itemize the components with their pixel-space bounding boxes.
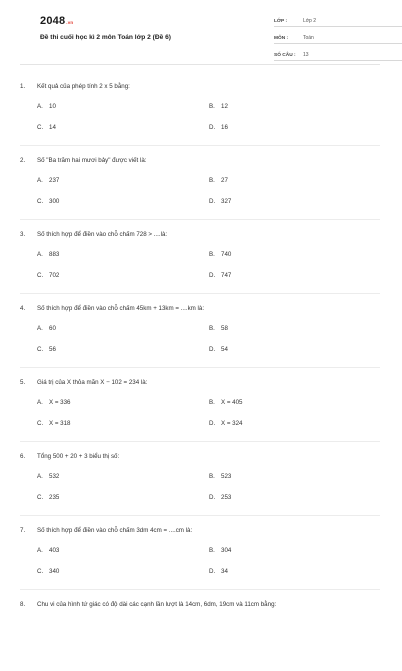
option-letter: A.: [37, 176, 43, 184]
logo-suffix: .vn: [66, 20, 74, 25]
question-stem: [20, 302, 380, 314]
option-row: [20, 175, 380, 185]
question-stem: [20, 598, 380, 610]
answer-option[interactable]: [192, 124, 364, 131]
meta-label: LỚP :: [274, 19, 288, 24]
answer-option[interactable]: [20, 547, 192, 554]
option-value: 253: [221, 493, 232, 501]
option-value: 740: [221, 250, 232, 258]
question-divider: [20, 293, 380, 294]
option-letter: D.: [209, 419, 216, 427]
option-letter: A.: [37, 398, 43, 406]
question-text: Chu vi của hình tứ giác có độ dài các cạnh lần lượt là 14cm, 6dm, 19cm và 11cm bằng:: [37, 600, 277, 608]
option-letter: D.: [209, 493, 216, 501]
option-letter: C.: [37, 419, 44, 427]
answer-option[interactable]: [192, 251, 364, 258]
option-row: [20, 122, 380, 132]
question-number: 3.: [20, 230, 26, 238]
option-value: 523: [221, 472, 232, 480]
question-item: [20, 376, 380, 449]
answer-option[interactable]: [20, 325, 192, 332]
answer-options: [20, 397, 380, 428]
exam-meta: [274, 16, 402, 67]
option-value: 56: [49, 345, 56, 353]
question-number: 5.: [20, 378, 26, 386]
option-value: 304: [221, 546, 232, 554]
option-letter: D.: [209, 567, 216, 575]
option-value: 34: [221, 567, 228, 575]
answer-option[interactable]: [192, 494, 364, 501]
question-text: Số thích hợp để điền vào chỗ chấm 728 > ....là:: [37, 230, 168, 238]
option-letter: C.: [37, 271, 44, 279]
option-value: 300: [49, 197, 60, 205]
option-value: 237: [49, 176, 60, 184]
option-value: 14: [49, 123, 56, 131]
option-row: [20, 249, 380, 259]
meta-row-subject: [274, 33, 402, 44]
option-letter: C.: [37, 123, 44, 131]
exam-header: [20, 0, 380, 62]
meta-value: Toán: [303, 35, 314, 41]
answer-option[interactable]: [192, 103, 364, 110]
option-value: 532: [49, 472, 60, 480]
question-stem: [20, 154, 380, 166]
answer-option[interactable]: [20, 494, 192, 501]
question-text: Số thích hợp để điền vào chỗ chấm 45km + 13km = ....km là:: [37, 304, 205, 312]
option-letter: A.: [37, 250, 43, 258]
question-text: Kết quả của phép tính 2 x 5 bằng:: [37, 82, 130, 90]
answer-option[interactable]: [20, 346, 192, 353]
option-value: 235: [49, 493, 60, 501]
answer-option[interactable]: [20, 177, 192, 184]
answer-option[interactable]: [192, 346, 364, 353]
question-stem: [20, 450, 380, 462]
question-divider: [20, 145, 380, 146]
answer-option[interactable]: [20, 124, 192, 131]
option-value: 16: [221, 123, 228, 131]
question-item: [20, 598, 380, 671]
option-letter: B.: [209, 250, 215, 258]
answer-options: [20, 323, 380, 354]
header-divider: [20, 64, 380, 65]
option-letter: B.: [209, 324, 215, 332]
option-value: 58: [221, 324, 228, 332]
option-letter: C.: [37, 197, 44, 205]
answer-option[interactable]: [20, 568, 192, 575]
option-value: 12: [221, 102, 228, 110]
question-divider: [20, 219, 380, 220]
meta-row-class: [274, 16, 402, 27]
option-letter: C.: [37, 493, 44, 501]
option-row: [20, 270, 380, 280]
meta-label: MÔN :: [274, 36, 289, 41]
answer-options: [20, 249, 380, 280]
question-text: Số thích hợp để điền vào chỗ chấm 3dm 4cm = ....cm là:: [37, 526, 193, 534]
answer-option[interactable]: [192, 420, 364, 427]
answer-option[interactable]: [20, 399, 192, 406]
answer-options: [20, 101, 380, 132]
option-value: 747: [221, 271, 232, 279]
option-letter: A.: [37, 102, 43, 110]
answer-options: [20, 471, 380, 502]
logo-text: 2048: [40, 15, 66, 27]
option-row: [20, 344, 380, 354]
answer-option[interactable]: [192, 399, 364, 406]
question-divider: [20, 589, 380, 590]
question-divider: [20, 515, 380, 516]
option-letter: D.: [209, 271, 216, 279]
option-value: X = 324: [221, 419, 243, 427]
option-letter: D.: [209, 345, 216, 353]
option-value: X = 318: [49, 419, 71, 427]
option-row: [20, 492, 380, 502]
answer-option[interactable]: [20, 251, 192, 258]
option-row: [20, 566, 380, 576]
option-letter: B.: [209, 546, 215, 554]
question-item: [20, 228, 380, 301]
question-number: 8.: [20, 600, 26, 608]
option-row: [20, 323, 380, 333]
answer-option[interactable]: [192, 198, 364, 205]
question-item: [20, 154, 380, 227]
option-row: [20, 196, 380, 206]
question-divider: [20, 367, 380, 368]
question-stem: [20, 228, 380, 240]
meta-label: SỐ CÂU :: [274, 53, 296, 58]
answer-option[interactable]: [192, 547, 364, 554]
question-stem: [20, 524, 380, 536]
option-letter: B.: [209, 398, 215, 406]
option-value: 340: [49, 567, 60, 575]
meta-value: Lớp 2: [303, 18, 317, 24]
option-value: 60: [49, 324, 56, 332]
option-letter: B.: [209, 472, 215, 480]
question-item: [20, 524, 380, 597]
answer-options: [20, 545, 380, 576]
question-stem: [20, 80, 380, 92]
question-list: [20, 80, 380, 671]
option-value: 403: [49, 546, 60, 554]
option-letter: D.: [209, 123, 216, 131]
question-number: 6.: [20, 452, 26, 460]
option-letter: C.: [37, 567, 44, 575]
option-row: [20, 418, 380, 428]
question-item: [20, 450, 380, 523]
question-text: Giá trị của X thỏa mãn X − 102 = 234 là:: [37, 378, 148, 386]
option-letter: A.: [37, 472, 43, 480]
option-letter: C.: [37, 345, 44, 353]
answer-option[interactable]: [192, 177, 364, 184]
option-row: [20, 471, 380, 481]
option-value: 54: [221, 345, 228, 353]
option-letter: A.: [37, 324, 43, 332]
option-value: 27: [221, 176, 228, 184]
question-stem: [20, 376, 380, 388]
answer-option[interactable]: [192, 272, 364, 279]
answer-option[interactable]: [20, 473, 192, 480]
option-row: [20, 397, 380, 407]
option-value: 883: [49, 250, 60, 258]
question-number: 1.: [20, 82, 26, 90]
option-letter: D.: [209, 197, 216, 205]
option-value: 327: [221, 197, 232, 205]
question-number: 7.: [20, 526, 26, 534]
site-logo[interactable]: [40, 15, 73, 27]
question-text: Số "Ba trăm hai mươi bảy" được viết là:: [37, 156, 147, 164]
answer-option[interactable]: [20, 198, 192, 205]
option-row: [20, 101, 380, 111]
question-text: Tổng 500 + 20 + 3 biểu thị số:: [37, 452, 120, 460]
exam-title: Đề thi cuối học kì 2 môn Toán lớp 2 (Đề 6): [40, 34, 171, 41]
option-value: 702: [49, 271, 60, 279]
option-letter: B.: [209, 176, 215, 184]
meta-value: 13: [303, 52, 309, 58]
question-number: 2.: [20, 156, 26, 164]
question-number: 4.: [20, 304, 26, 312]
answer-option[interactable]: [192, 473, 364, 480]
answer-option[interactable]: [20, 272, 192, 279]
answer-option[interactable]: [20, 103, 192, 110]
meta-row-count: [274, 50, 402, 61]
option-letter: B.: [209, 102, 215, 110]
question-item: [20, 80, 380, 153]
option-value: X = 405: [221, 398, 243, 406]
option-row: [20, 545, 380, 555]
answer-option[interactable]: [20, 420, 192, 427]
option-letter: A.: [37, 546, 43, 554]
question-item: [20, 302, 380, 375]
option-value: 10: [49, 102, 56, 110]
question-divider: [20, 441, 380, 442]
answer-options: [20, 175, 380, 206]
answer-option[interactable]: [192, 325, 364, 332]
option-value: X = 336: [49, 398, 71, 406]
answer-option[interactable]: [192, 568, 364, 575]
